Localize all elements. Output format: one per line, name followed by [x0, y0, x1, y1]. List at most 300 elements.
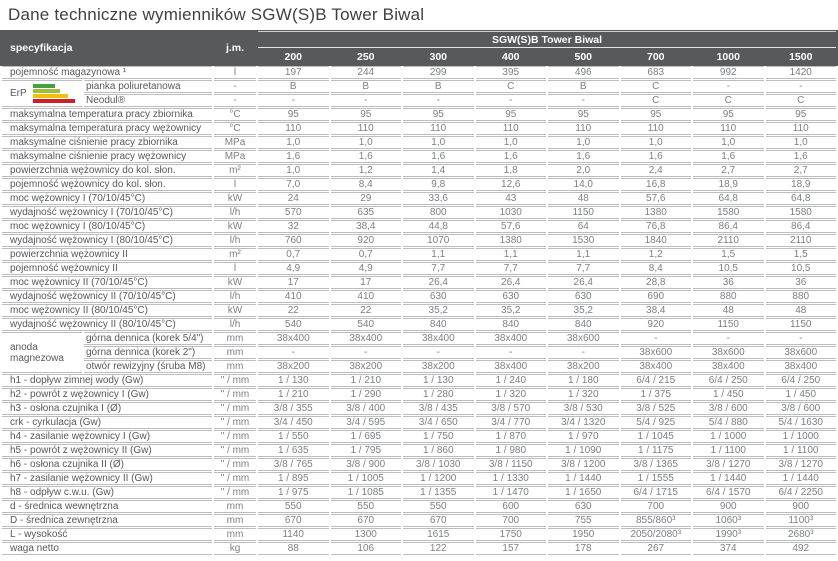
- value-cell: 3/8 / 1150: [476, 458, 547, 471]
- value-cell: 2,7: [766, 164, 837, 177]
- value-cell: 38,4: [621, 304, 692, 317]
- value-cell: 900: [693, 500, 764, 513]
- value-cell: 920: [621, 318, 692, 331]
- row-unit: mm: [214, 500, 256, 513]
- row-unit: m²: [214, 164, 256, 177]
- value-cell: 630: [548, 500, 619, 513]
- row-unit: " / mm: [214, 374, 256, 387]
- value-cell: 1990³: [693, 528, 764, 541]
- table-row: [2, 262, 836, 275]
- value-cell: 3/8 / 600: [693, 402, 764, 415]
- table-row: [2, 178, 836, 191]
- row-unit: mm: [214, 346, 256, 359]
- value-cell: 10,5: [766, 262, 837, 275]
- value-cell: 122: [403, 542, 474, 555]
- value-cell: 26,4: [476, 276, 547, 289]
- value-cell: -: [258, 346, 329, 359]
- value-cell: 670: [331, 514, 402, 527]
- value-cell: 110: [476, 122, 547, 135]
- value-cell: 3/8 / 1270: [693, 458, 764, 471]
- value-cell: 110: [621, 122, 692, 135]
- table-row: [2, 80, 836, 93]
- row-unit: " / mm: [214, 388, 256, 401]
- table-row: [2, 332, 836, 345]
- value-cell: 410: [258, 290, 329, 303]
- value-cell: 1,1: [548, 248, 619, 261]
- value-cell: 700: [621, 500, 692, 513]
- value-cell: 38x400: [693, 360, 764, 373]
- value-cell: 95: [403, 108, 474, 121]
- value-cell: 26,4: [548, 276, 619, 289]
- value-cell: 3/8 / 435: [403, 402, 474, 415]
- value-cell: 38x400: [258, 332, 329, 345]
- value-cell: 1380: [476, 234, 547, 247]
- value-cell: 6/4 / 250: [693, 374, 764, 387]
- value-cell: 900: [766, 500, 837, 513]
- value-cell: 1030: [476, 206, 547, 219]
- value-cell: 38x400: [766, 360, 837, 373]
- value-cell: 1,4: [403, 164, 474, 177]
- value-cell: 1950: [548, 528, 619, 541]
- row-unit: l: [214, 66, 256, 79]
- value-cell: 7,0: [258, 178, 329, 191]
- value-cell: 0,7: [331, 248, 402, 261]
- row-label: górna dennica (korek 2"): [84, 346, 212, 359]
- value-cell: 38x600: [693, 346, 764, 359]
- value-cell: 800: [403, 206, 474, 219]
- value-cell: 9,8: [403, 178, 474, 191]
- table-row: [2, 136, 836, 149]
- value-cell: 22: [258, 304, 329, 317]
- value-cell: B: [403, 80, 474, 93]
- value-cell: 64: [548, 220, 619, 233]
- value-cell: 12,6: [476, 178, 547, 191]
- row-unit: " / mm: [214, 486, 256, 499]
- value-cell: 2,7: [693, 164, 764, 177]
- row-label: h4 - zasilanie wężownicy I (Gw): [2, 430, 212, 443]
- value-cell: 95: [476, 108, 547, 121]
- value-cell: 755: [548, 514, 619, 527]
- value-cell: 1,0: [403, 136, 474, 149]
- value-cell: 1150: [766, 318, 837, 331]
- row-label: maksymalne ciśnienie pracy wężownicy: [2, 150, 212, 163]
- value-cell: 1 / 1175: [621, 444, 692, 457]
- value-cell: B: [258, 80, 329, 93]
- value-cell: 1 / 320: [548, 388, 619, 401]
- value-cell: 33,6: [403, 192, 474, 205]
- value-cell: 110: [403, 122, 474, 135]
- value-cell: 1380: [621, 206, 692, 219]
- value-cell: 38x400: [476, 332, 547, 345]
- value-cell: 1,8: [476, 164, 547, 177]
- value-cell: 267: [621, 542, 692, 555]
- row-unit: mm: [214, 332, 256, 345]
- row-group-label: [2, 332, 82, 373]
- value-cell: 1,1: [403, 248, 474, 261]
- value-cell: 1,6: [766, 150, 837, 163]
- row-unit: " / mm: [214, 430, 256, 443]
- row-unit: l/h: [214, 234, 256, 247]
- value-cell: 3/8 / 1030: [403, 458, 474, 471]
- value-cell: 1,0: [258, 136, 329, 149]
- value-cell: 1060³: [693, 514, 764, 527]
- value-cell: 570: [258, 206, 329, 219]
- value-cell: 3/8 / 765: [258, 458, 329, 471]
- value-cell: 920: [331, 234, 402, 247]
- value-cell: C: [476, 80, 547, 93]
- row-label: moc wężownicy I (70/10/45°C): [2, 192, 212, 205]
- value-cell: 1 / 1005: [331, 472, 402, 485]
- value-cell: 1,6: [693, 150, 764, 163]
- value-cell: 410: [331, 290, 402, 303]
- value-cell: 3/8 / 600: [766, 402, 837, 415]
- value-cell: 760: [258, 234, 329, 247]
- row-label: pojemność wężownicy do kol. słon.: [2, 178, 212, 191]
- table-row: [2, 276, 836, 289]
- row-unit: " / mm: [214, 458, 256, 471]
- value-cell: 6/4 / 2250: [766, 486, 837, 499]
- value-cell: 1 / 130: [258, 374, 329, 387]
- table-row: [2, 290, 836, 303]
- value-cell: 1 / 130: [403, 374, 474, 387]
- row-unit: -: [214, 94, 256, 107]
- row-unit: kW: [214, 304, 256, 317]
- value-cell: 36: [693, 276, 764, 289]
- value-cell: 1150: [548, 206, 619, 219]
- value-cell: 17: [331, 276, 402, 289]
- value-cell: 110: [331, 122, 402, 135]
- value-cell: -: [258, 94, 329, 107]
- row-label: h3 - osłona czujnika I (Ø): [2, 402, 212, 415]
- value-cell: 1300: [331, 528, 402, 541]
- value-cell: 6/4 / 1570: [693, 486, 764, 499]
- value-cell: -: [621, 332, 692, 345]
- value-cell: 700: [476, 514, 547, 527]
- table-row: [2, 192, 836, 205]
- table-row: [2, 458, 836, 471]
- value-cell: 106: [331, 542, 402, 555]
- table-row: [2, 150, 836, 163]
- value-cell: 4,9: [331, 262, 402, 275]
- value-cell: 16,8: [621, 178, 692, 191]
- value-cell: 3/4 / 1320: [548, 416, 619, 429]
- value-cell: 64,8: [766, 192, 837, 205]
- value-cell: 1 / 550: [258, 430, 329, 443]
- row-unit: mm: [214, 360, 256, 373]
- value-cell: 670: [258, 514, 329, 527]
- value-cell: C: [766, 94, 837, 107]
- value-cell: 1 / 860: [403, 444, 474, 457]
- value-cell: 3/4 / 450: [258, 416, 329, 429]
- value-cell: 86,4: [766, 220, 837, 233]
- value-cell: 18,9: [693, 178, 764, 191]
- row-unit: kg: [214, 542, 256, 555]
- row-unit: mm: [214, 514, 256, 527]
- value-cell: 3/8 / 570: [476, 402, 547, 415]
- value-cell: 3/4 / 650: [403, 416, 474, 429]
- value-cell: 1750: [476, 528, 547, 541]
- row-label: otwór rewizyjny (śruba M8): [84, 360, 212, 373]
- value-cell: 1580: [693, 206, 764, 219]
- value-cell: 550: [331, 500, 402, 513]
- value-cell: 32: [258, 220, 329, 233]
- value-cell: 6/4 / 1715: [621, 486, 692, 499]
- value-cell: 2110: [693, 234, 764, 247]
- value-cell: 1,0: [258, 164, 329, 177]
- table-row: [2, 444, 836, 457]
- value-cell: 1 / 635: [258, 444, 329, 457]
- column-header-size: 400: [501, 51, 520, 63]
- row-unit: kW: [214, 220, 256, 233]
- value-cell: -: [476, 346, 547, 359]
- row-unit: " / mm: [214, 402, 256, 415]
- table-row: [2, 528, 836, 541]
- value-cell: 44,8: [403, 220, 474, 233]
- value-cell: 1 / 1100: [766, 444, 837, 457]
- value-cell: 95: [766, 108, 837, 121]
- row-label: maksymalne ciśnienie pracy zbiornika: [2, 136, 212, 149]
- value-cell: 1,6: [403, 150, 474, 163]
- value-cell: -: [331, 94, 402, 107]
- row-label: powierzchnia wężownicy II: [2, 248, 212, 261]
- value-cell: 38,4: [331, 220, 402, 233]
- value-cell: 550: [403, 500, 474, 513]
- page-title: Dane techniczne wymienników SGW(S)B Tower Biwal: [8, 5, 425, 24]
- value-cell: 2,4: [621, 164, 692, 177]
- group-label-text: ErP: [10, 88, 27, 99]
- value-cell: 7,7: [548, 262, 619, 275]
- row-unit: kW: [214, 192, 256, 205]
- header-row-top: [2, 31, 836, 48]
- value-cell: 855/860³: [621, 514, 692, 527]
- value-cell: 1615: [403, 528, 474, 541]
- value-cell: 1 / 1355: [403, 486, 474, 499]
- row-label: moc wężownicy I (80/10/45°C): [2, 220, 212, 233]
- value-cell: 5/4 / 880: [693, 416, 764, 429]
- row-label: wydajność wężownicy II (70/10/45°C): [2, 290, 212, 303]
- row-unit: -: [214, 80, 256, 93]
- value-cell: B: [331, 80, 402, 93]
- value-cell: 670: [403, 514, 474, 527]
- value-cell: 36: [766, 276, 837, 289]
- value-cell: 880: [693, 290, 764, 303]
- value-cell: 38x600: [766, 346, 837, 359]
- value-cell: 1 / 1100: [693, 444, 764, 457]
- row-label: Neodul®: [84, 94, 212, 107]
- row-label: D - średnica zewnętrzna: [2, 514, 212, 527]
- value-cell: 38x400: [331, 332, 402, 345]
- value-cell: 76,8: [621, 220, 692, 233]
- value-cell: 540: [258, 318, 329, 331]
- value-cell: 1 / 1090: [548, 444, 619, 457]
- value-cell: 1 / 280: [403, 388, 474, 401]
- table-row: [2, 66, 836, 79]
- value-cell: 24: [258, 192, 329, 205]
- value-cell: 630: [476, 290, 547, 303]
- value-cell: 35,2: [548, 304, 619, 317]
- table-row: [2, 248, 836, 261]
- value-cell: 492: [766, 542, 837, 555]
- value-cell: 1,0: [476, 136, 547, 149]
- row-label: wydajność wężownicy II (80/10/45°C): [2, 318, 212, 331]
- row-unit: " / mm: [214, 444, 256, 457]
- value-cell: 6/4 / 250: [766, 374, 837, 387]
- value-cell: 1 / 970: [548, 430, 619, 443]
- value-cell: 395: [476, 66, 547, 79]
- value-cell: 14,0: [548, 178, 619, 191]
- value-cell: 88: [258, 542, 329, 555]
- value-cell: 48: [693, 304, 764, 317]
- value-cell: 110: [548, 122, 619, 135]
- value-cell: 28,8: [621, 276, 692, 289]
- table-row: [2, 206, 836, 219]
- value-cell: 1,6: [621, 150, 692, 163]
- value-cell: 1 / 1440: [693, 472, 764, 485]
- value-cell: 1 / 1000: [766, 430, 837, 443]
- value-cell: C: [621, 80, 692, 93]
- value-cell: -: [403, 94, 474, 107]
- value-cell: 1 / 210: [331, 374, 402, 387]
- value-cell: 38x200: [258, 360, 329, 373]
- row-unit: " / mm: [214, 472, 256, 485]
- value-cell: 1 / 450: [693, 388, 764, 401]
- value-cell: 0,7: [258, 248, 329, 261]
- table-row: [2, 514, 836, 527]
- table-row: [2, 374, 836, 387]
- value-cell: 5/4 / 1630: [766, 416, 837, 429]
- value-cell: 4,9: [258, 262, 329, 275]
- row-label: powierzchnia wężownicy do kol. słon.: [2, 164, 212, 177]
- value-cell: 95: [693, 108, 764, 121]
- table-body: [2, 66, 836, 555]
- table-row: [2, 402, 836, 415]
- value-cell: 992: [693, 66, 764, 79]
- row-unit: mm: [214, 528, 256, 541]
- value-cell: -: [548, 346, 619, 359]
- row-label: maksymalna temperatura pracy zbiornika: [2, 108, 212, 121]
- value-cell: -: [403, 346, 474, 359]
- value-cell: 48: [766, 304, 837, 317]
- value-cell: 3/8 / 1270: [766, 458, 837, 471]
- column-header-size: 1000: [716, 51, 740, 63]
- value-cell: 1 / 1330: [476, 472, 547, 485]
- table-row: [2, 416, 836, 429]
- value-cell: 1 / 1045: [621, 430, 692, 443]
- row-label: moc wężownicy II (80/10/45°C): [2, 304, 212, 317]
- value-cell: 178: [548, 542, 619, 555]
- value-cell: 840: [476, 318, 547, 331]
- value-cell: 374: [693, 542, 764, 555]
- value-cell: 10,5: [693, 262, 764, 275]
- series-header: SGW(S)B Tower Biwal: [258, 31, 836, 48]
- column-header-size: 700: [646, 51, 665, 63]
- row-label: pianka poliuretanowa: [84, 80, 212, 93]
- value-cell: 1 / 870: [476, 430, 547, 443]
- value-cell: 1 / 210: [258, 388, 329, 401]
- row-unit: °C: [214, 108, 256, 121]
- value-cell: -: [693, 80, 764, 93]
- row-unit: l/h: [214, 206, 256, 219]
- row-label: moc wężownicy II (70/10/45°C): [2, 276, 212, 289]
- table-row: [2, 472, 836, 485]
- value-cell: 1 / 1200: [403, 472, 474, 485]
- spec-table: [0, 30, 838, 556]
- row-label: górna dennica (korek 5/4"): [84, 332, 212, 345]
- value-cell: 38x400: [621, 360, 692, 373]
- value-cell: 1150: [693, 318, 764, 331]
- value-cell: 2110: [766, 234, 837, 247]
- value-cell: 1,6: [548, 150, 619, 163]
- value-cell: 1140: [258, 528, 329, 541]
- value-cell: 26,4: [403, 276, 474, 289]
- row-label: h1 - dopływ zimnej wody (Gw): [2, 374, 212, 387]
- value-cell: 22: [331, 304, 402, 317]
- value-cell: 1 / 1440: [548, 472, 619, 485]
- table-row: [2, 486, 836, 499]
- value-cell: 840: [403, 318, 474, 331]
- value-cell: 1 / 1000: [693, 430, 764, 443]
- value-cell: 1 / 1440: [766, 472, 837, 485]
- table-row: [2, 122, 836, 135]
- row-group-label: [2, 80, 82, 107]
- row-unit: l/h: [214, 318, 256, 331]
- value-cell: 880: [766, 290, 837, 303]
- value-cell: 1 / 290: [331, 388, 402, 401]
- value-cell: 1,6: [476, 150, 547, 163]
- value-cell: 3/4 / 595: [331, 416, 402, 429]
- value-cell: 1 / 975: [258, 486, 329, 499]
- value-cell: 18,9: [766, 178, 837, 191]
- column-header-size: 500: [574, 51, 593, 63]
- value-cell: 7,7: [476, 262, 547, 275]
- value-cell: 29: [331, 192, 402, 205]
- value-cell: 1 / 980: [476, 444, 547, 457]
- value-cell: 95: [548, 108, 619, 121]
- table-row: [2, 164, 836, 177]
- value-cell: 840: [548, 318, 619, 331]
- value-cell: 64,8: [693, 192, 764, 205]
- value-cell: 3/8 / 1365: [621, 458, 692, 471]
- value-cell: 1,5: [766, 248, 837, 261]
- value-cell: 540: [331, 318, 402, 331]
- value-cell: 2050/2080³: [621, 528, 692, 541]
- value-cell: 2,0: [548, 164, 619, 177]
- value-cell: -: [766, 332, 837, 345]
- value-cell: -: [693, 332, 764, 345]
- value-cell: 7,7: [403, 262, 474, 275]
- value-cell: 1,5: [693, 248, 764, 261]
- row-label: h2 - powrót z wężownicy I (Gw): [2, 388, 212, 401]
- table-row: [2, 360, 836, 373]
- value-cell: 35,2: [476, 304, 547, 317]
- value-cell: 1,0: [548, 136, 619, 149]
- value-cell: 38x400: [403, 332, 474, 345]
- value-cell: 1 / 375: [621, 388, 692, 401]
- value-cell: 6/4 / 215: [621, 374, 692, 387]
- row-label: h6 - osłona czujnika II (Ø): [2, 458, 212, 471]
- row-label: waga netto: [2, 542, 212, 555]
- value-cell: 1 / 750: [403, 430, 474, 443]
- value-cell: 38x200: [403, 360, 474, 373]
- value-cell: B: [548, 80, 619, 93]
- table-row: [2, 346, 836, 359]
- value-cell: 5/4 / 925: [621, 416, 692, 429]
- value-cell: 86,4: [693, 220, 764, 233]
- value-cell: 1100³: [766, 514, 837, 527]
- row-label: crk - cyrkulacja (Gw): [2, 416, 212, 429]
- value-cell: 197: [258, 66, 329, 79]
- row-unit: MPa: [214, 150, 256, 163]
